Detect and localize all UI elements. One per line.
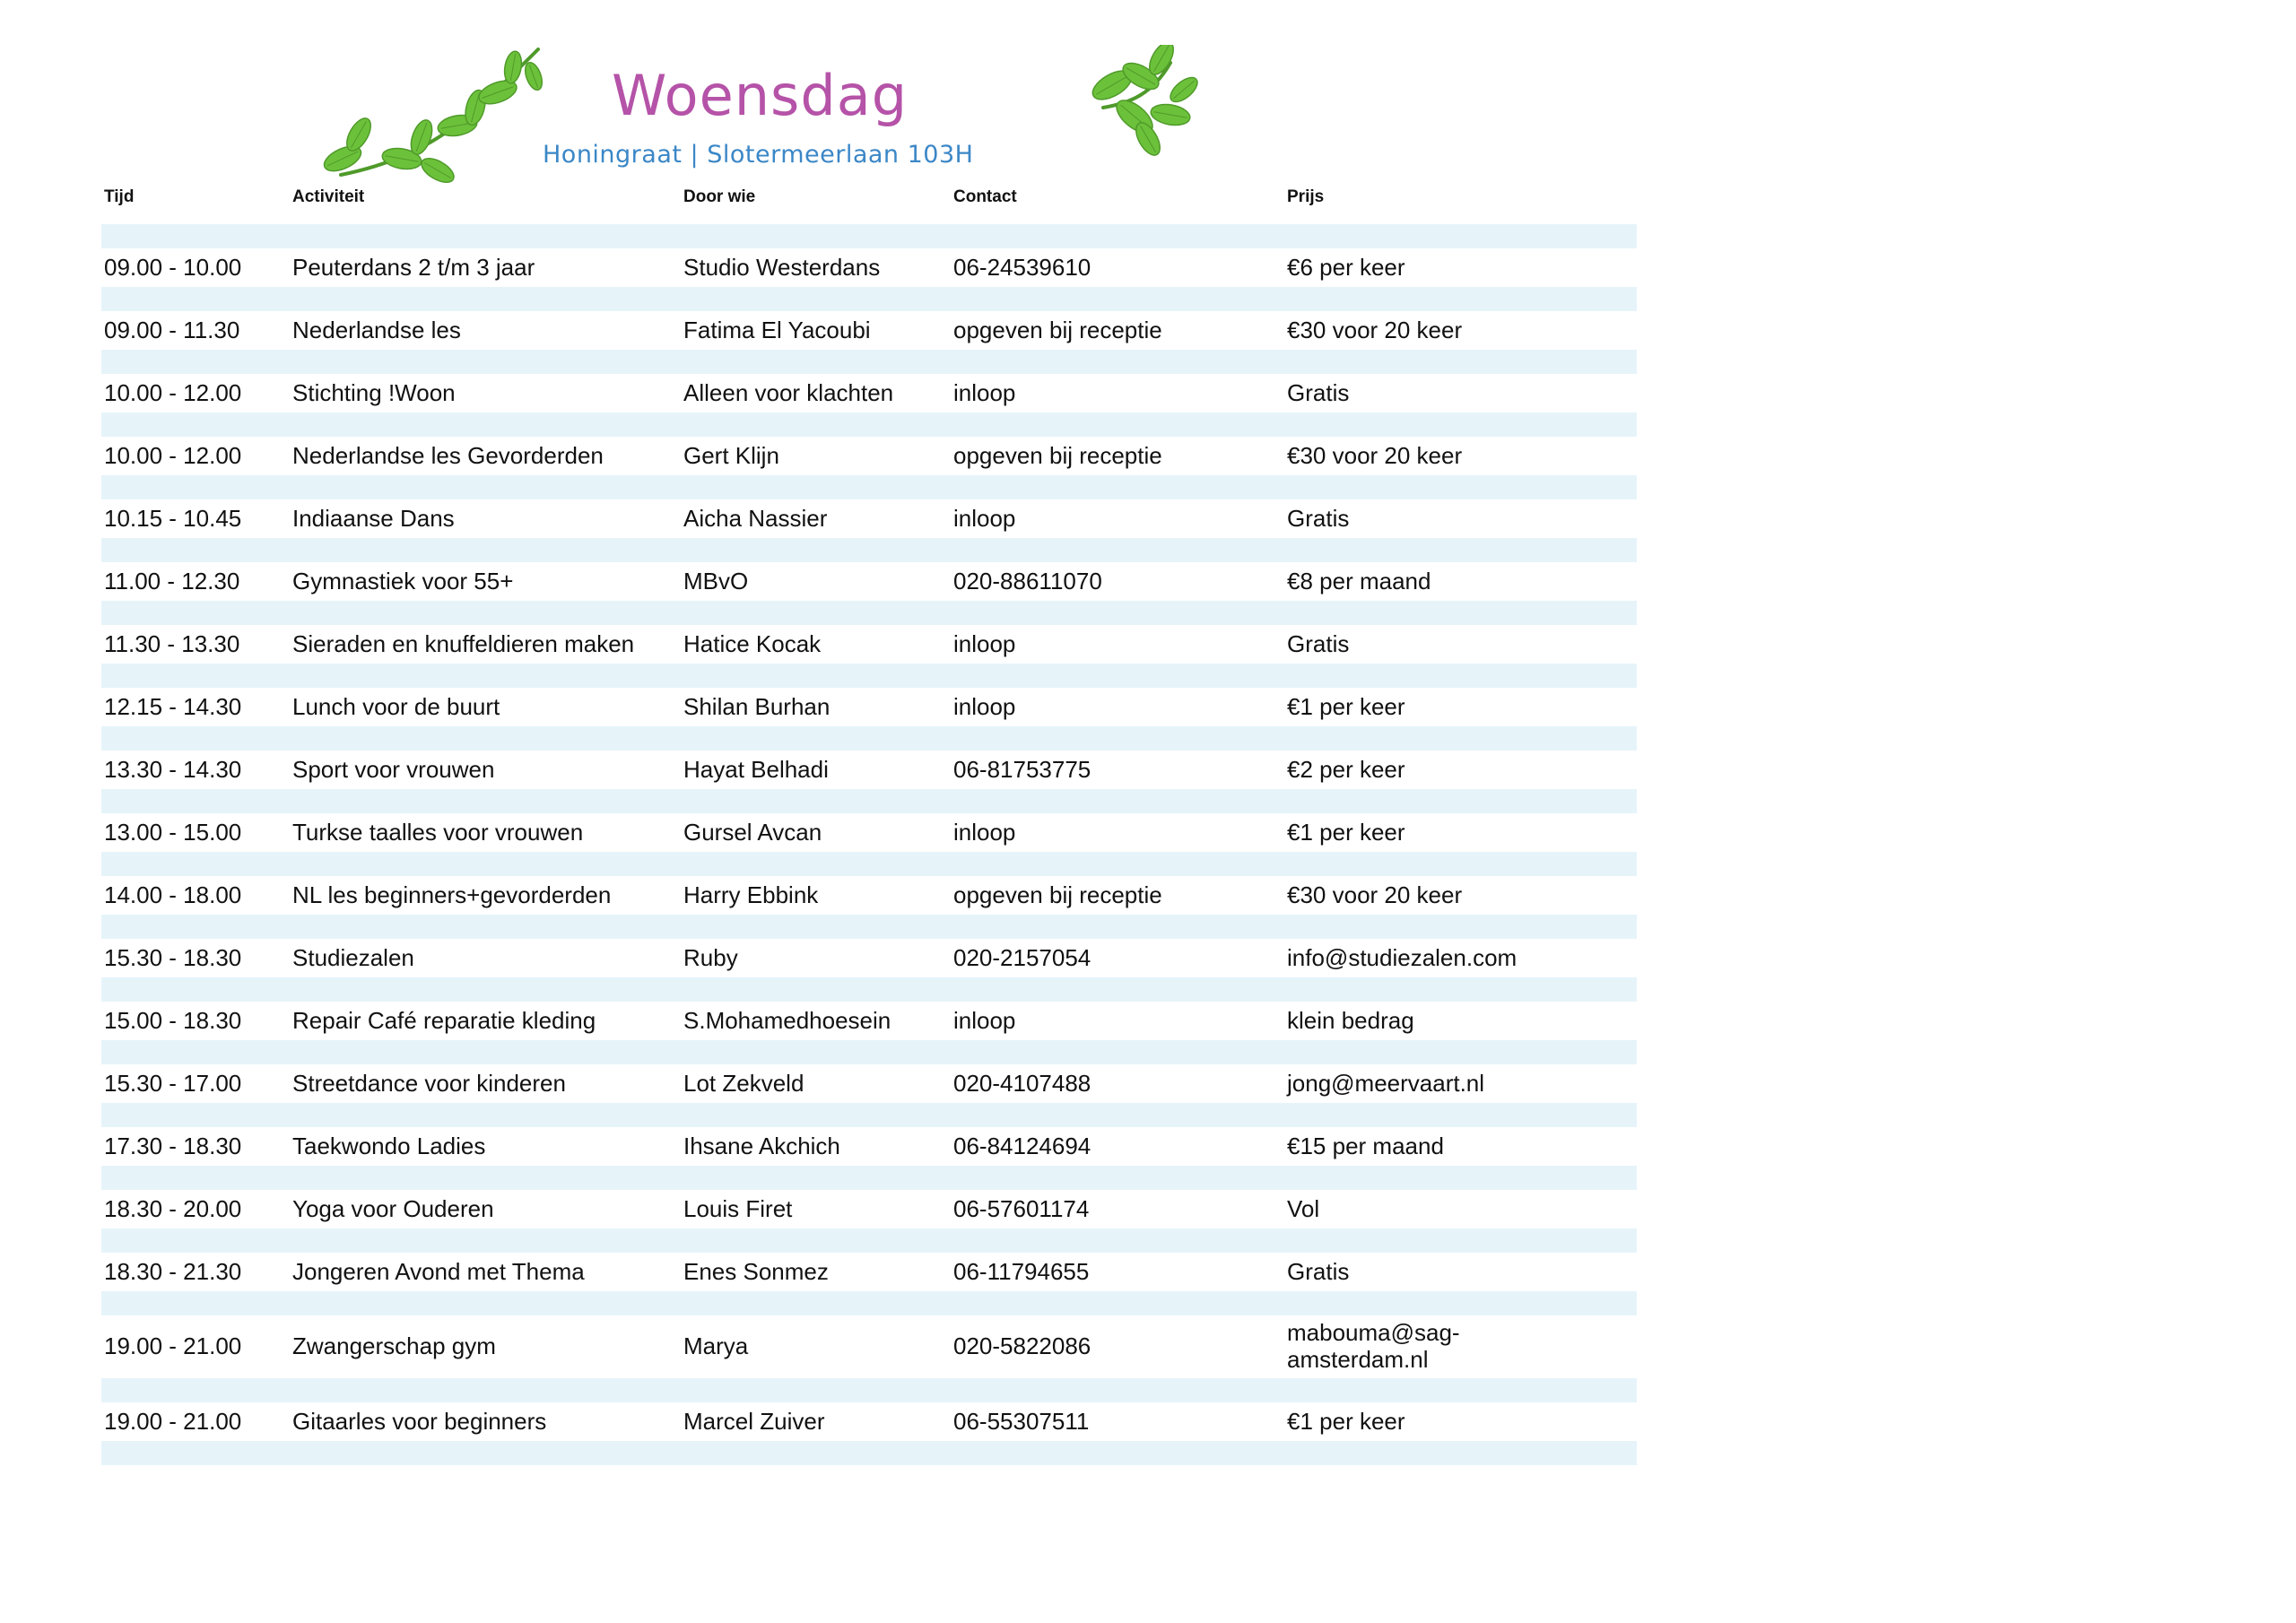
cell-activiteit: Sport voor vrouwen bbox=[292, 755, 495, 783]
cell-prijs: €1 per keer bbox=[1287, 692, 1405, 720]
column-header-activiteit: Activiteit bbox=[292, 187, 365, 206]
cell-tijd: 10.00 - 12.00 bbox=[104, 378, 242, 406]
row-separator bbox=[101, 601, 1637, 625]
table-row bbox=[101, 562, 1637, 601]
cell-activiteit: Repair Café reparatie kleding bbox=[292, 1006, 596, 1034]
cell-prijs: info@studiezalen.com bbox=[1287, 943, 1518, 971]
cell-contact: inloop bbox=[953, 504, 1016, 532]
cell-tijd: 09.00 - 10.00 bbox=[104, 253, 242, 281]
cell-tijd: 19.00 - 21.00 bbox=[104, 1332, 242, 1360]
cell-tijd: 10.15 - 10.45 bbox=[104, 504, 242, 532]
table-row bbox=[101, 751, 1637, 789]
cell-door-wie: Hatice Kocak bbox=[683, 629, 822, 657]
row-separator bbox=[101, 538, 1637, 562]
row-separator bbox=[101, 224, 1637, 248]
cell-contact: inloop bbox=[953, 378, 1016, 406]
cell-door-wie: Fatima El Yacoubi bbox=[683, 316, 871, 343]
cell-door-wie: MBvO bbox=[683, 567, 749, 595]
cell-contact: 06-55307511 bbox=[953, 1407, 1090, 1435]
cell-activiteit: Nederlandse les Gevorderden bbox=[292, 441, 604, 469]
cell-tijd: 13.00 - 15.00 bbox=[104, 818, 242, 846]
cell-door-wie: Gursel Avcan bbox=[683, 818, 822, 846]
cell-door-wie: Louis Firet bbox=[683, 1194, 793, 1222]
cell-prijs: Gratis bbox=[1287, 504, 1350, 532]
table-row bbox=[101, 876, 1637, 915]
schedule-table bbox=[101, 184, 1637, 1465]
column-header-door-wie: Door wie bbox=[683, 187, 756, 206]
row-separator bbox=[101, 475, 1637, 499]
row-separator bbox=[101, 915, 1637, 939]
cell-contact: 06-24539610 bbox=[953, 253, 1091, 281]
leaf-branch-right-icon bbox=[1085, 45, 1202, 166]
cell-tijd: 09.00 - 11.30 bbox=[104, 316, 240, 343]
cell-tijd: 14.00 - 18.00 bbox=[104, 881, 242, 908]
row-separator bbox=[101, 412, 1637, 437]
cell-prijs: mabouma@sag-amsterdam.nl bbox=[1287, 1319, 1460, 1373]
row-separator bbox=[101, 852, 1637, 876]
cell-prijs: €15 per maand bbox=[1287, 1132, 1444, 1159]
cell-contact: inloop bbox=[953, 818, 1016, 846]
page-title: Woensdag bbox=[612, 63, 909, 128]
row-separator bbox=[101, 1103, 1637, 1127]
cell-contact: 06-11794655 bbox=[953, 1257, 1090, 1285]
cell-tijd: 10.00 - 12.00 bbox=[104, 441, 242, 469]
cell-contact: opgeven bij receptie bbox=[953, 316, 1162, 343]
cell-door-wie: Lot Zekveld bbox=[683, 1069, 804, 1097]
cell-tijd: 18.30 - 20.00 bbox=[104, 1194, 242, 1222]
cell-door-wie: Ihsane Akchich bbox=[683, 1132, 840, 1159]
row-separator bbox=[101, 726, 1637, 751]
cell-door-wie: Harry Ebbink bbox=[683, 881, 819, 908]
cell-door-wie: Alleen voor klachten bbox=[683, 378, 894, 406]
cell-activiteit: Lunch voor de buurt bbox=[292, 692, 500, 720]
cell-prijs: jong@meervaart.nl bbox=[1287, 1069, 1485, 1097]
row-separator bbox=[101, 287, 1637, 311]
column-header-contact: Contact bbox=[953, 187, 1017, 206]
cell-tijd: 12.15 - 14.30 bbox=[104, 692, 242, 720]
cell-contact: 06-57601174 bbox=[953, 1194, 1090, 1222]
cell-contact: opgeven bij receptie bbox=[953, 441, 1162, 469]
cell-contact: 020-88611070 bbox=[953, 567, 1102, 595]
cell-door-wie: Ruby bbox=[683, 943, 738, 971]
cell-contact: inloop bbox=[953, 629, 1016, 657]
cell-door-wie: S.Mohamedhoesein bbox=[683, 1006, 891, 1034]
cell-door-wie: Aicha Nassier bbox=[683, 504, 828, 532]
cell-tijd: 15.00 - 18.30 bbox=[104, 1006, 242, 1034]
row-separator bbox=[101, 1441, 1637, 1465]
table-row bbox=[101, 1402, 1637, 1441]
cell-activiteit: Gitaarles voor beginners bbox=[292, 1407, 547, 1435]
cell-tijd: 17.30 - 18.30 bbox=[104, 1132, 242, 1159]
cell-door-wie: Marcel Zuiver bbox=[683, 1407, 825, 1435]
column-header-prijs: Prijs bbox=[1287, 187, 1325, 206]
cell-contact: 020-2157054 bbox=[953, 943, 1091, 971]
cell-activiteit: Nederlandse les bbox=[292, 316, 461, 343]
row-separator bbox=[101, 1378, 1637, 1402]
cell-contact: 020-4107488 bbox=[953, 1069, 1091, 1097]
cell-tijd: 15.30 - 17.00 bbox=[104, 1069, 242, 1097]
cell-activiteit: Stichting !Woon bbox=[292, 378, 456, 406]
row-separator bbox=[101, 664, 1637, 688]
cell-activiteit: Zwangerschap gym bbox=[292, 1332, 496, 1360]
cell-activiteit: Indiaanse Dans bbox=[292, 504, 455, 532]
table-row bbox=[101, 1253, 1637, 1291]
cell-prijs: klein bedrag bbox=[1287, 1006, 1414, 1034]
table-row bbox=[101, 939, 1637, 977]
cell-door-wie: Marya bbox=[683, 1332, 749, 1360]
cell-activiteit: Peuterdans 2 t/m 3 jaar bbox=[292, 253, 535, 281]
table-row bbox=[101, 1190, 1637, 1228]
cell-contact: 06-81753775 bbox=[953, 755, 1091, 783]
row-separator bbox=[101, 977, 1637, 1002]
column-header-tijd: Tijd bbox=[104, 187, 135, 206]
cell-prijs: €30 voor 20 keer bbox=[1287, 316, 1463, 343]
cell-tijd: 18.30 - 21.30 bbox=[104, 1257, 242, 1285]
table-row bbox=[101, 1127, 1637, 1166]
cell-prijs: €30 voor 20 keer bbox=[1287, 881, 1463, 908]
row-separator bbox=[101, 1040, 1637, 1064]
table-row bbox=[101, 311, 1637, 350]
table-row bbox=[101, 1064, 1637, 1103]
table-row bbox=[101, 437, 1637, 475]
cell-tijd: 13.30 - 14.30 bbox=[104, 755, 242, 783]
cell-activiteit: NL les beginners+gevorderden bbox=[292, 881, 612, 908]
cell-door-wie: Gert Klijn bbox=[683, 441, 779, 469]
table-row bbox=[101, 374, 1637, 412]
cell-door-wie: Studio Westerdans bbox=[683, 253, 881, 281]
cell-activiteit: Jongeren Avond met Thema bbox=[292, 1257, 585, 1285]
cell-door-wie: Hayat Belhadi bbox=[683, 755, 829, 783]
cell-prijs: Gratis bbox=[1287, 1257, 1350, 1285]
cell-tijd: 11.30 - 13.30 bbox=[104, 629, 240, 657]
cell-tijd: 11.00 - 12.30 bbox=[104, 567, 240, 595]
cell-prijs: Vol bbox=[1287, 1194, 1320, 1222]
leaf-branch-left-icon bbox=[323, 40, 547, 184]
cell-tijd: 19.00 - 21.00 bbox=[104, 1407, 242, 1435]
cell-prijs: €6 per keer bbox=[1287, 253, 1405, 281]
row-separator bbox=[101, 1228, 1637, 1253]
cell-door-wie: Shilan Burhan bbox=[683, 692, 831, 720]
row-separator bbox=[101, 1291, 1637, 1315]
cell-prijs: €1 per keer bbox=[1287, 818, 1405, 846]
cell-contact: 020-5822086 bbox=[953, 1332, 1091, 1360]
row-separator bbox=[101, 350, 1637, 374]
cell-door-wie: Enes Sonmez bbox=[683, 1257, 829, 1285]
cell-prijs: Gratis bbox=[1287, 629, 1350, 657]
cell-activiteit: Sieraden en knuffeldieren maken bbox=[292, 629, 635, 657]
cell-prijs: Gratis bbox=[1287, 378, 1350, 406]
cell-contact: 06-84124694 bbox=[953, 1132, 1091, 1159]
table-row bbox=[101, 1315, 1637, 1378]
cell-activiteit: Streetdance voor kinderen bbox=[292, 1069, 566, 1097]
table-header-row bbox=[101, 184, 1637, 224]
cell-prijs: €2 per keer bbox=[1287, 755, 1405, 783]
cell-contact: opgeven bij receptie bbox=[953, 881, 1162, 908]
cell-activiteit: Taekwondo Ladies bbox=[292, 1132, 486, 1159]
cell-activiteit: Gymnastiek voor 55+ bbox=[292, 567, 514, 595]
cell-tijd: 15.30 - 18.30 bbox=[104, 943, 242, 971]
cell-prijs: €30 voor 20 keer bbox=[1287, 441, 1463, 469]
row-separator bbox=[101, 789, 1637, 813]
cell-prijs: €8 per maand bbox=[1287, 567, 1431, 595]
page-subtitle: Honingraat | Slotermeerlaan 103H bbox=[543, 141, 974, 169]
table-row bbox=[101, 688, 1637, 726]
table-row bbox=[101, 499, 1637, 538]
table-row bbox=[101, 625, 1637, 664]
cell-prijs: €1 per keer bbox=[1287, 1407, 1405, 1435]
cell-contact: inloop bbox=[953, 1006, 1016, 1034]
cell-activiteit: Turkse taalles voor vrouwen bbox=[292, 818, 584, 846]
table-row bbox=[101, 1002, 1637, 1040]
table-row bbox=[101, 813, 1637, 852]
cell-activiteit: Yoga voor Ouderen bbox=[292, 1194, 494, 1222]
cell-activiteit: Studiezalen bbox=[292, 943, 414, 971]
row-separator bbox=[101, 1166, 1637, 1190]
cell-contact: inloop bbox=[953, 692, 1016, 720]
table-row bbox=[101, 248, 1637, 287]
